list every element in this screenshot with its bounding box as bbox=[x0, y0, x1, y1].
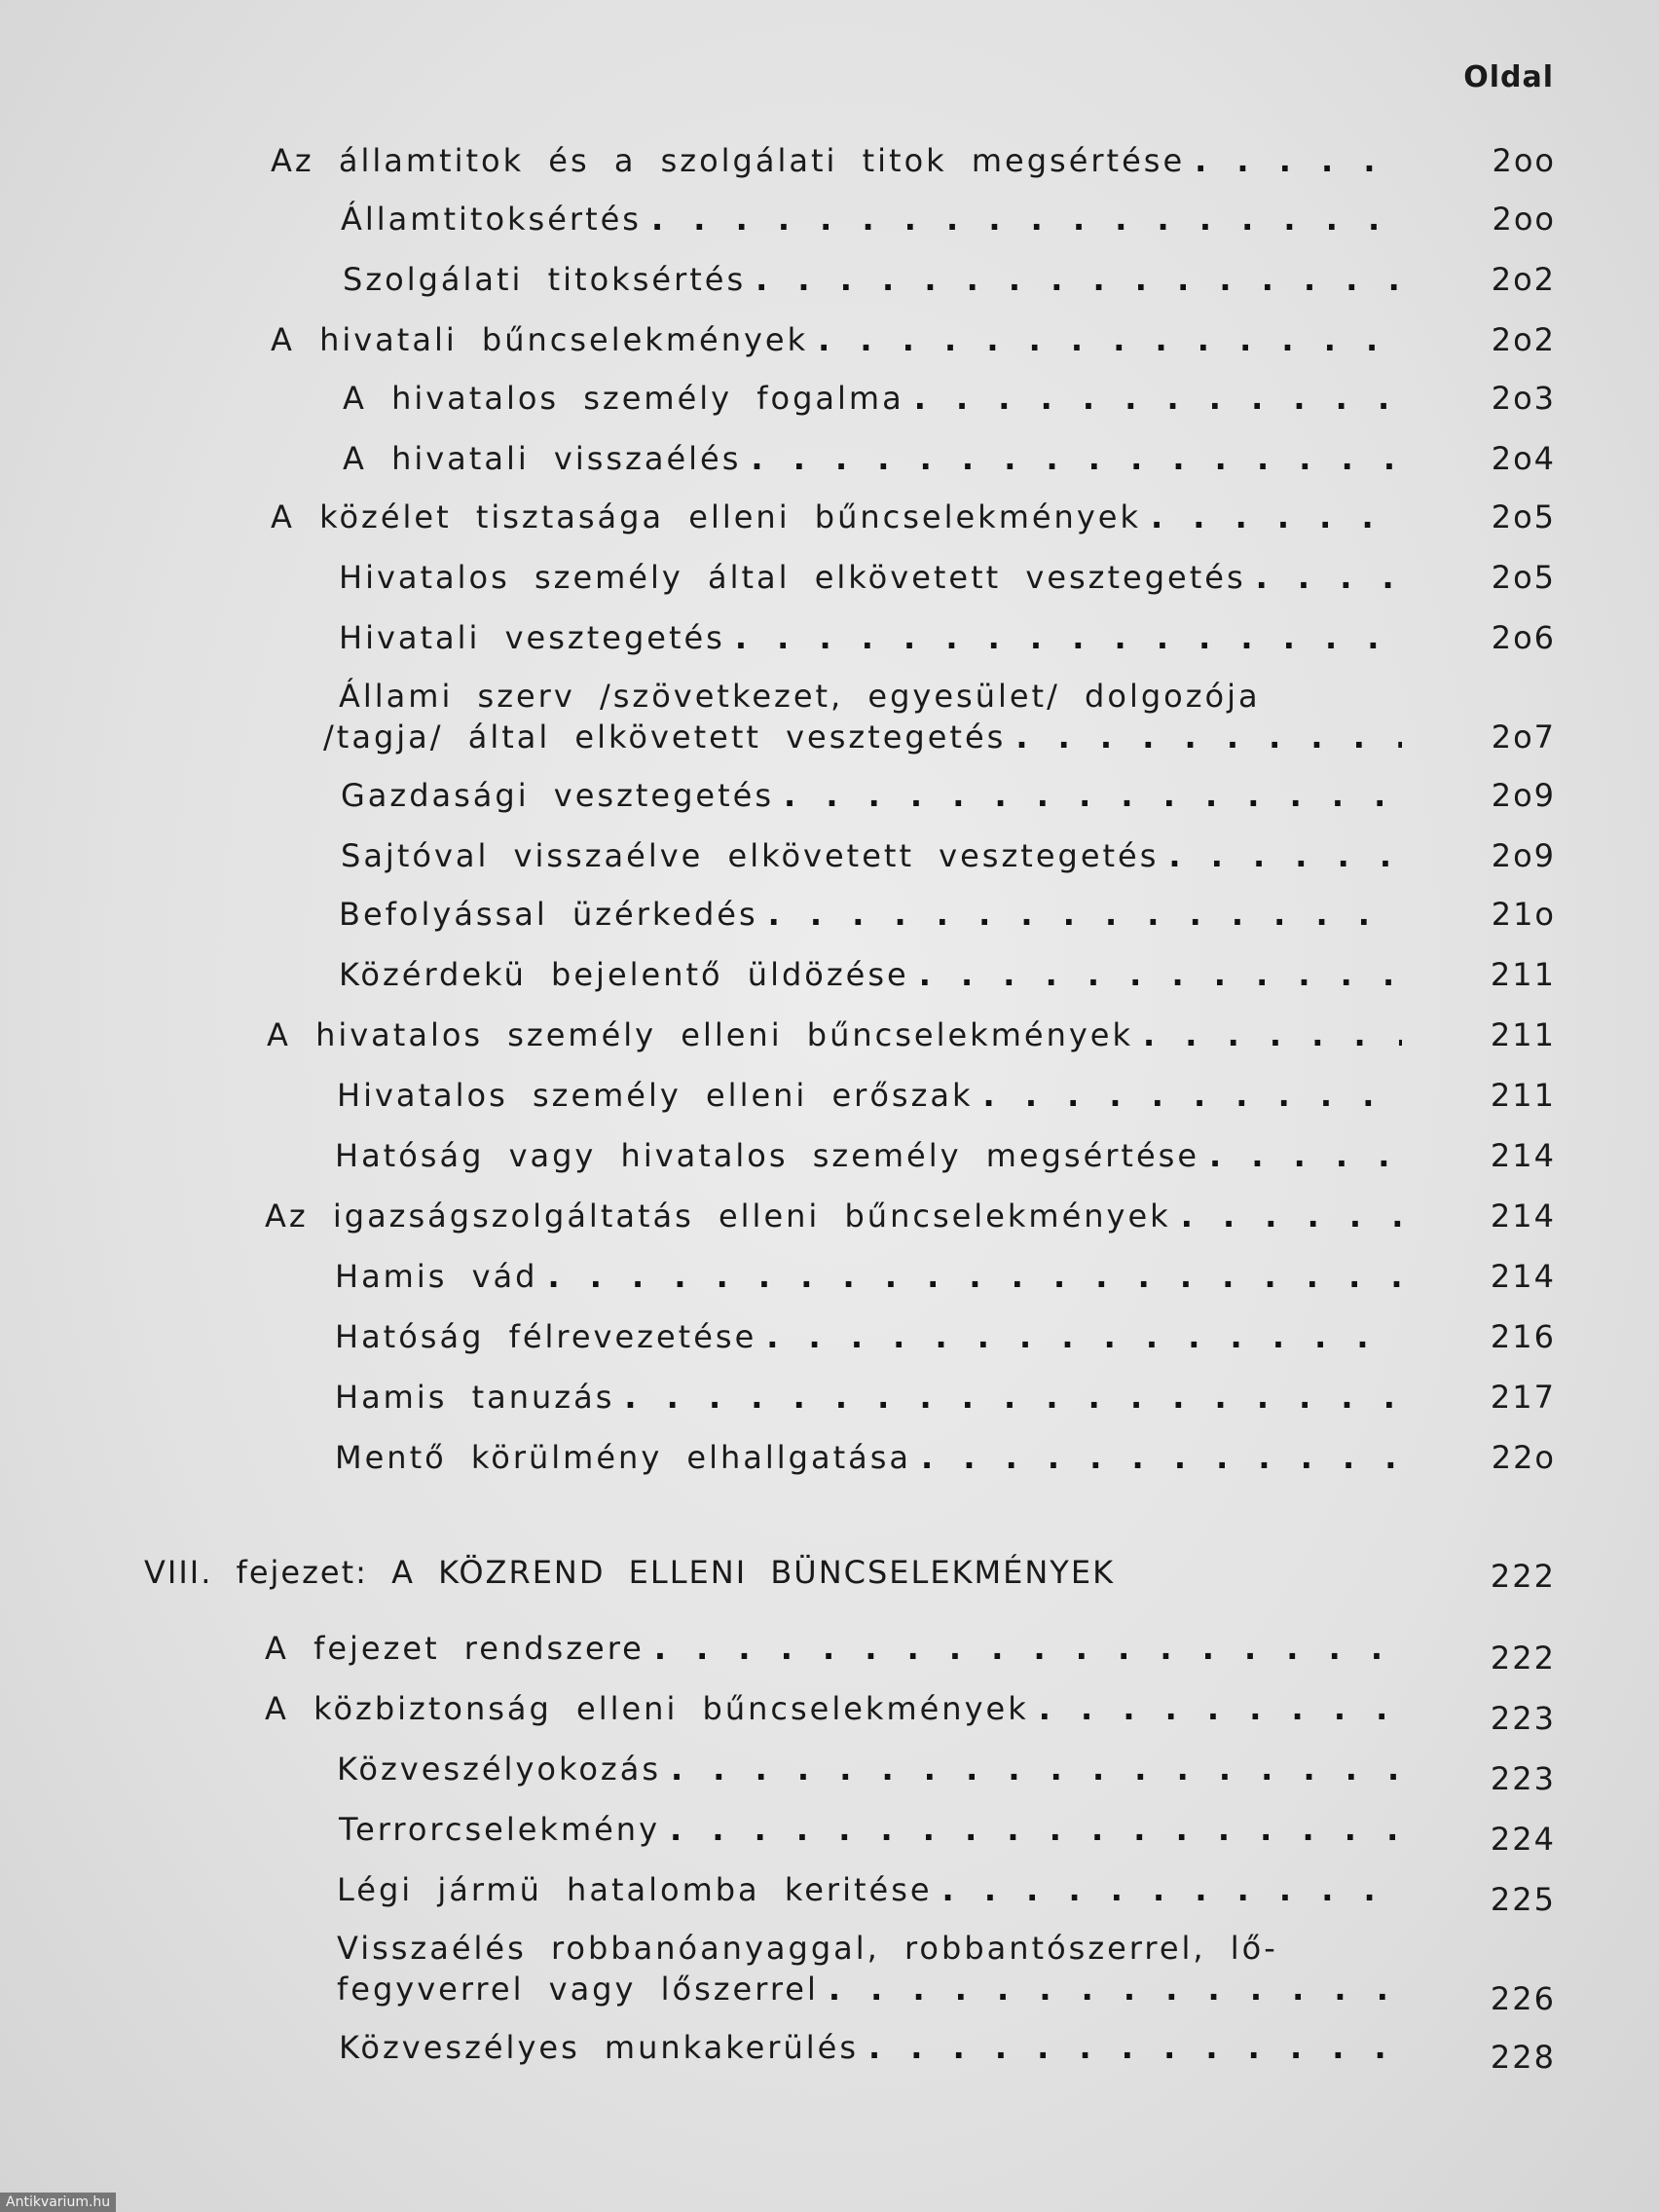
toc-entry bbox=[335, 1439, 1412, 1476]
leader-dots bbox=[914, 380, 1402, 417]
toc-entry-title: Az államtitok és a szolgálati titok megsértése bbox=[271, 142, 1186, 179]
toc-entry bbox=[343, 440, 1412, 477]
toc-entry-title: Hamis vád bbox=[335, 1258, 538, 1295]
leader-dots bbox=[735, 619, 1402, 656]
leader-dots bbox=[751, 440, 1402, 477]
toc-entry bbox=[335, 1318, 1412, 1355]
leader-dots bbox=[919, 956, 1402, 993]
leader-dots bbox=[784, 777, 1402, 814]
toc-page-number: 211 bbox=[1490, 1077, 1556, 1114]
toc-entry bbox=[335, 1137, 1412, 1174]
leader-dots bbox=[1015, 719, 1402, 756]
toc-entry bbox=[267, 1016, 1412, 1053]
toc-entry-title: A fejezet rendszere bbox=[265, 1630, 645, 1667]
leader-dots bbox=[768, 896, 1402, 933]
page-column-label: Oldal bbox=[1463, 60, 1554, 94]
toc-entry bbox=[343, 380, 1412, 417]
toc-page-number: 2o3 bbox=[1491, 380, 1556, 417]
toc-entry-title: Hivatalos személy elleni erőszak bbox=[337, 1077, 974, 1114]
toc-entry bbox=[335, 1258, 1412, 1295]
leader-dots bbox=[654, 1630, 1402, 1667]
toc-entry-title: Légi jármü hatalomba keritése bbox=[337, 1871, 933, 1908]
toc-page-number: 2o9 bbox=[1491, 777, 1556, 814]
toc-page-number: 21o bbox=[1491, 896, 1556, 933]
toc-entry bbox=[271, 498, 1412, 535]
leader-dots bbox=[942, 1871, 1402, 1908]
toc-page-number: 217 bbox=[1490, 1379, 1556, 1416]
toc-entry-title: /tagja/ által elkövetett vesztegetés bbox=[323, 719, 1007, 756]
toc-entry bbox=[339, 619, 1412, 656]
toc-page-number: 222 bbox=[1490, 1640, 1556, 1677]
toc-page-number: 222 bbox=[1490, 1558, 1556, 1595]
toc-entry-title: A közbiztonság elleni bűncselekmények bbox=[265, 1690, 1029, 1727]
leader-dots bbox=[670, 1811, 1402, 1848]
toc-entry-title: Közérdekü bejelentő üldözése bbox=[339, 956, 909, 993]
toc-entry-title: Terrorcselekmény bbox=[339, 1811, 661, 1848]
toc-entry bbox=[339, 1811, 1412, 1848]
toc-entry-title: Gazdasági vesztegetés bbox=[341, 777, 775, 814]
toc-page-number: 22o bbox=[1491, 1439, 1556, 1476]
toc-entry bbox=[339, 896, 1412, 933]
toc-page-number: 2o5 bbox=[1491, 498, 1556, 535]
toc-entry bbox=[335, 1379, 1412, 1416]
leader-dots bbox=[624, 1379, 1402, 1416]
toc-page-number: 2o2 bbox=[1491, 261, 1556, 298]
toc-entry bbox=[337, 1751, 1412, 1788]
toc-entry-title: Az igazságszolgáltatás elleni bűncselekmények bbox=[265, 1198, 1171, 1235]
toc-page-number: 214 bbox=[1490, 1137, 1556, 1174]
leader-dots bbox=[868, 2029, 1402, 2066]
toc-entry bbox=[341, 777, 1412, 814]
toc-entry bbox=[343, 261, 1412, 298]
toc-entry bbox=[337, 1871, 1412, 1908]
leader-dots bbox=[829, 1971, 1402, 2008]
leader-dots bbox=[1209, 1137, 1402, 1174]
leader-dots bbox=[818, 321, 1402, 358]
toc-entry bbox=[339, 956, 1412, 993]
toc-entry-title: Hatóság félrevezetése bbox=[335, 1318, 757, 1355]
toc-entry bbox=[265, 1690, 1412, 1727]
toc-page-number: 2o7 bbox=[1491, 719, 1556, 756]
toc-page-number: 216 bbox=[1490, 1318, 1556, 1355]
toc-page-number: 2oo bbox=[1492, 142, 1556, 179]
toc-entry-title: Közveszélyokozás bbox=[337, 1751, 661, 1788]
chapter-heading bbox=[144, 1554, 1412, 1591]
toc-entry-title: Hivatalos személy által elkövetett vesztegetés bbox=[339, 559, 1246, 596]
toc-entry-title: Államtitoksértés bbox=[341, 201, 642, 238]
toc-entry bbox=[265, 1630, 1412, 1667]
toc-entry bbox=[337, 1077, 1412, 1114]
toc-entry bbox=[337, 1971, 1412, 2008]
leader-dots bbox=[671, 1751, 1402, 1788]
toc-entry-title-line1: Visszaélés robbanóanyaggal, robbantószerrel, lő- bbox=[337, 1930, 1278, 1967]
toc-entry-title-line1: Állami szerv /szövetkezet, egyesület/ dolgozója bbox=[339, 678, 1261, 715]
toc-entry-title: Szolgálati titoksértés bbox=[343, 261, 747, 298]
toc-page-number: 223 bbox=[1490, 1700, 1556, 1737]
toc-page-number: 2o5 bbox=[1491, 559, 1556, 596]
leader-dots bbox=[1181, 1198, 1402, 1235]
toc-entry bbox=[271, 321, 1412, 358]
leader-dots bbox=[1195, 142, 1402, 179]
leader-dots bbox=[1143, 1016, 1402, 1053]
leader-dots bbox=[756, 261, 1402, 298]
toc-entry-title: Mentő körülmény elhallgatása bbox=[335, 1439, 912, 1476]
chapter-title: VIII. fejezet: A KÖZREND ELLENI BÜNCSELEKMÉNYEK bbox=[144, 1554, 1116, 1591]
toc-page-number: 224 bbox=[1490, 1821, 1556, 1858]
toc-page-number: 2o4 bbox=[1491, 440, 1556, 477]
leader-dots bbox=[983, 1077, 1402, 1114]
leader-dots bbox=[1151, 498, 1402, 535]
toc-entry bbox=[341, 837, 1412, 874]
leader-dots bbox=[766, 1318, 1402, 1355]
toc-page-number: 2o9 bbox=[1491, 837, 1556, 874]
toc-entry-title: Hatóság vagy hivatalos személy megsértése bbox=[335, 1137, 1200, 1174]
toc-entry-title: Közveszélyes munkakerülés bbox=[339, 2029, 859, 2066]
leader-dots bbox=[1256, 559, 1402, 596]
leader-dots bbox=[651, 201, 1402, 238]
toc-page-number: 2o6 bbox=[1491, 619, 1556, 656]
toc-entry-title: A hivatali visszaélés bbox=[343, 440, 742, 477]
toc-page-number: 223 bbox=[1490, 1760, 1556, 1797]
toc-entry-title: A közélet tisztasága elleni bűncselekmények bbox=[271, 498, 1141, 535]
toc-page-number: 211 bbox=[1490, 956, 1556, 993]
toc-entry-title: fegyverrel vagy lőszerrel bbox=[337, 1971, 819, 2008]
leader-dots bbox=[1168, 837, 1402, 874]
watermark: Antikvarium.hu bbox=[0, 2193, 116, 2212]
toc-entry bbox=[339, 2029, 1412, 2066]
toc-entry bbox=[339, 559, 1412, 596]
toc-entry-title: Hivatali vesztegetés bbox=[339, 619, 725, 656]
toc-entry bbox=[265, 1198, 1412, 1235]
toc-entry bbox=[271, 142, 1412, 179]
toc-entry-title: Befolyással üzérkedés bbox=[339, 896, 758, 933]
toc-entry-title: A hivatalos személy elleni bűncselekmények bbox=[267, 1016, 1133, 1053]
leader-dots bbox=[921, 1439, 1402, 1476]
toc-entry bbox=[341, 201, 1412, 238]
toc-entry-title: Sajtóval visszaélve elkövetett vesztegetés bbox=[341, 837, 1160, 874]
toc-entry-title: A hivatali bűncselekmények bbox=[271, 321, 809, 358]
toc-page-number: 211 bbox=[1490, 1016, 1556, 1053]
leader-dots bbox=[1039, 1690, 1402, 1727]
toc-page-number: 228 bbox=[1490, 2039, 1556, 2076]
toc-page-number: 225 bbox=[1490, 1881, 1556, 1918]
toc-entry bbox=[323, 719, 1412, 756]
toc-page-number: 2oo bbox=[1492, 201, 1556, 238]
toc-page-number: 214 bbox=[1490, 1258, 1556, 1295]
toc-page-number: 226 bbox=[1490, 1980, 1556, 2017]
toc-entry-title: A hivatalos személy fogalma bbox=[343, 380, 904, 417]
toc-entry-title: Hamis tanuzás bbox=[335, 1379, 615, 1416]
toc-page-number: 214 bbox=[1490, 1198, 1556, 1235]
toc-page-number: 2o2 bbox=[1491, 321, 1556, 358]
leader-dots bbox=[547, 1258, 1402, 1295]
